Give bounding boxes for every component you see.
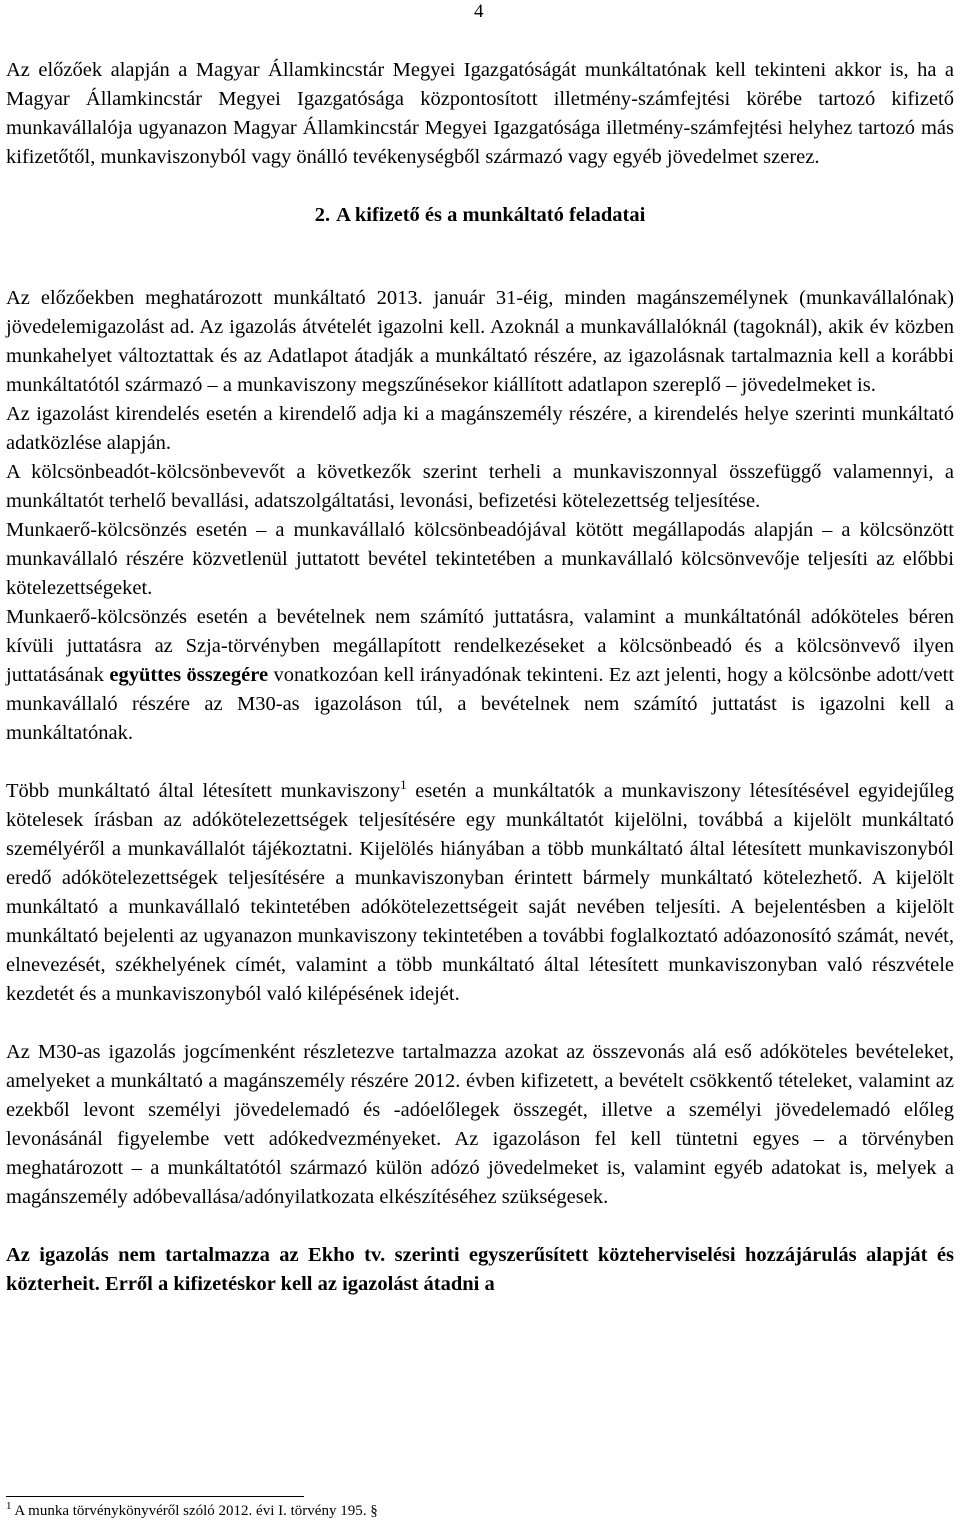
paragraph-juttatas-after: vonatkozóan kell irányadónak tekinteni. Ez azt jelenti, hogy a kölcsönbe adott/vett munkavállaló részére az M30-as igazoláson túl, a bevételnek nem számító juttatást is igazolni kell a munkáltatónak. [6,664,955,744]
footnote-text: A munka törvénykönyvéről szóló 2012. évi I. törvény 195. § [11,1503,378,1519]
page-number: 4 [474,1,484,22]
footnote [6,1500,378,1522]
section-heading [6,201,954,230]
paragraph-kirendeles: Az igazolást kirendelés esetén a kirendelő adja ki a magánszemély részére, a kirendelés helye szerinti munkáltató adatközlése alapján. [6,403,954,454]
footnote-divider [6,1496,304,1497]
paragraph-tobb-munkaltato [6,777,954,1009]
paragraph-tobb-munkaltato-after: esetén a munkáltatók a munkaviszony létesítésével egyidejűleg kötelesek írásban az adókötelezettségek teljesítésére egy munkáltatót kijelölni, továbbá a kijelölt munkáltató személyéről a munkavállalót tájékoztatni. Kijelölés hiányában a több munkáltató által létesített munkaviszonyból eredő adókötelezettségek teljesítésére a munkaviszonyban érintett bármely munkáltató kötelezhető. A kijelölt munkáltató a munkavállaló tekintetében adókötelezettségeit saját nevében teljesíti. A bejelentésben a kijelölt munkáltató bejelenti az ugyanazon munkaviszony tekintetében a további foglalkoztató adóazonosító számát, nevét, elnevezését, székhelyének címét, valamint a több munkáltató által létesített munkaviszonyban való részvétele kezdetét és a munkaviszonyból való kilépésének idejét. [6,780,954,1005]
paragraph-juttatas-before: Munkaerő-kölcsönzés esetén a bevételnek nem számító juttatásra, valamint a munkáltatónál adóköteles béren kívüli juttatásra az Szja-törvényben megállapított rendelkezéseket a kölcsönbeadó és a kölcsönvevő ilyen juttatásának [6,606,954,686]
paragraph-tobb-munkaltato-before: Több munkáltató által létesített munkaviszony [6,780,401,802]
paragraph-kolcsonbeado: A kölcsönbeadót-kölcsönbevevőt a következők szerint terheli a munkaviszonnyal összefüggő valamennyi, a munkáltatót terhelő bevallási, adatszolgáltatási, levonási, befizetési kötelezettség teljesítése. [6,461,954,512]
footnote-ref: 1 [400,777,407,793]
document-body [6,56,954,1299]
paragraph-jovedelemigazolas: Az előzőekben meghatározott munkáltató 2013. január 31-éig, minden magánszemélynek (munkavállalónak) jövedelemigazolást ad. Az igazolás átvételét igazolni kell. Azoknál a munkavállalóknál (tagoknál), akik év közben munkahelyet változtattak és az Adatlapot átadják a munkáltató részére, az igazolásnak tartalmaznia kell a korábbi munkáltatótól származó – a munkaviszony megszűnésekor kiállított adatlapon szereplő – jövedelmeket is. [6,287,954,396]
paragraph-juttatas-bold: együttes összegére [109,664,269,686]
paragraph-m30: Az M30-as igazolás jogcímenként részletezve tartalmazza azokat az összevonás alá eső adóköteles bevételeket, amelyeket a munkáltató a magánszemély részére 2012. évben kifizetett, a bevételt csökkentő tételeket, valamint az ezekből levont személyi jövedelemadó és -adóelőlegek összegét, illetve a személyi jövedelemadó előleg levonásánál figyelembe vett adókedvezményeket. Az igazoláson fel kell tüntetni egyes – a törvényben meghatározott – a munkáltatótól származó külön adózó jövedelmeket is, valamint egyéb adatokat is, melyek a magánszemély adóbevallása/adónyilatkozata elkészítéséhez szükségesek. [6,1041,954,1208]
paragraph-juttatas [6,603,954,748]
footnote-marker: 1 [6,1500,12,1512]
paragraph-ekho-bold: Az igazolás nem tartalmazza az Ekho tv. szerinti egyszerűsített közteherviselési hozzájárulás alapját és közterheit. Erről a kifizetéskor kell az igazolást átadni a [6,1244,954,1295]
intro-paragraph: Az előzőek alapján a Magyar Államkincstár Megyei Igazgatóságát munkáltatónak kell tekinteni akkor is, ha a Magyar Államkincstár Megyei Igazgatósága központosított illetmény-számfejtési körébe tartozó kifizető munkavállalója ugyanazon Magyar Államkincstár Megyei Igazgatósága illetmény-számfejtési helyhez tartozó más kifizetőtől, munkaviszonyból vagy önálló tevékenységből származó vagy egyéb jövedelmet szerez. [6,59,954,168]
paragraph-ekho [6,1241,954,1299]
section-title: A kifizető és a munkáltató feladatai [336,204,646,226]
paragraph-munkaero-kolcsonzes: Munkaerő-kölcsönzés esetén – a munkavállaló kölcsönbeadójával kötött megállapodás alapján – a kölcsönzött munkavállaló részére közvetlenül juttatott bevétel tekintetében a munkavállaló kölcsönvevője teljesíti az előbbi kötelezettségeket. [6,519,954,599]
section-number: 2. [314,204,331,226]
